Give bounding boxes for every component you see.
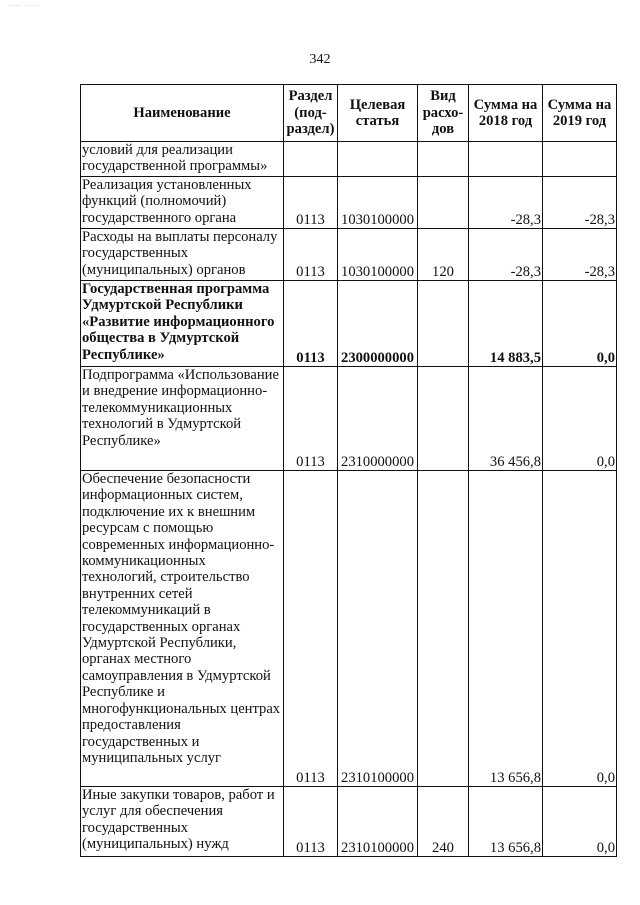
row-target: 1030100000: [338, 229, 418, 281]
table-row: [81, 787, 617, 857]
row-section: [284, 142, 338, 177]
row-target: 2310100000: [338, 787, 418, 857]
table-row: [81, 281, 617, 367]
row-target: [338, 142, 418, 177]
page-number: 342: [309, 52, 331, 67]
row-name: Реализация установленных функций (полномочий) государственного органа: [81, 177, 284, 229]
row-target: 2310100000: [338, 471, 418, 787]
row-sum-2019: 0,0: [543, 471, 617, 787]
row-sum-2019: 0,0: [543, 787, 617, 857]
col-header-expense-type: Вид расхо-дов: [418, 85, 469, 142]
row-sum-2018: 13 656,8: [469, 471, 543, 787]
col-header-name: Наименование: [81, 85, 284, 142]
table-row: [81, 367, 617, 471]
row-name: Расходы на выплаты персоналу государственных (муниципальных) органов: [81, 229, 284, 281]
col-header-sum-2019: Сумма на 2019 год: [543, 85, 617, 142]
row-target: 1030100000: [338, 177, 418, 229]
row-name: Иные закупки товаров, работ и услуг для обеспечения государственных (муниципальных) нужд: [81, 787, 284, 857]
row-name: Государственная программа Удмуртской Республики «Развитие информационного общества в Удмуртской Республике»: [81, 281, 284, 367]
row-sum-2019: [543, 142, 617, 177]
row-section: 0113: [284, 367, 338, 471]
row-sum-2019: -28,3: [543, 229, 617, 281]
row-expense-type: [418, 177, 469, 229]
row-expense-type: [418, 142, 469, 177]
col-header-target: Целевая статья: [338, 85, 418, 142]
table-row: [81, 142, 617, 177]
row-section: 0113: [284, 787, 338, 857]
row-name: Обеспечение безопасности информационных систем, подключение их к внешним ресурсам с помощью современных информационно-коммуникационных технологий, строительство внутренних сетей телекоммуникаций в государственных органах Удмуртской Республики, органах местного самоуправления в Удмуртской Республике и многофункциональных центрах предоставления государственных и муниципальных услуг: [81, 471, 284, 787]
row-expense-type: [418, 367, 469, 471]
budget-table: [80, 84, 617, 857]
row-name: Подпрограмма «Использование и внедрение информационно-телекоммуникационных технологий в Удмуртской Республике»: [81, 367, 284, 471]
row-sum-2018: 14 883,5: [469, 281, 543, 367]
row-section: 0113: [284, 281, 338, 367]
row-expense-type: 120: [418, 229, 469, 281]
col-header-sum-2018: Сумма на 2018 год: [469, 85, 543, 142]
row-section: 0113: [284, 229, 338, 281]
row-sum-2018: 36 456,8: [469, 367, 543, 471]
table-row: [81, 177, 617, 229]
row-sum-2019: -28,3: [543, 177, 617, 229]
row-sum-2018: -28,3: [469, 229, 543, 281]
row-name: условий для реализации государственной программы»: [81, 142, 284, 177]
row-sum-2018: -28,3: [469, 177, 543, 229]
row-target: 2310000000: [338, 367, 418, 471]
row-sum-2018: 13 656,8: [469, 787, 543, 857]
row-expense-type: [418, 281, 469, 367]
row-section: 0113: [284, 471, 338, 787]
row-sum-2019: 0,0: [543, 367, 617, 471]
row-sum-2018: [469, 142, 543, 177]
col-header-section: Раздел (под-раздел): [284, 85, 338, 142]
table-header-row: [81, 85, 617, 142]
table-row: [81, 471, 617, 787]
row-expense-type: [418, 471, 469, 787]
table-row: [81, 229, 617, 281]
row-expense-type: 240: [418, 787, 469, 857]
row-target: 2300000000: [338, 281, 418, 367]
row-section: 0113: [284, 177, 338, 229]
scan-artifact: —— ——: [8, 3, 39, 9]
row-sum-2019: 0,0: [543, 281, 617, 367]
